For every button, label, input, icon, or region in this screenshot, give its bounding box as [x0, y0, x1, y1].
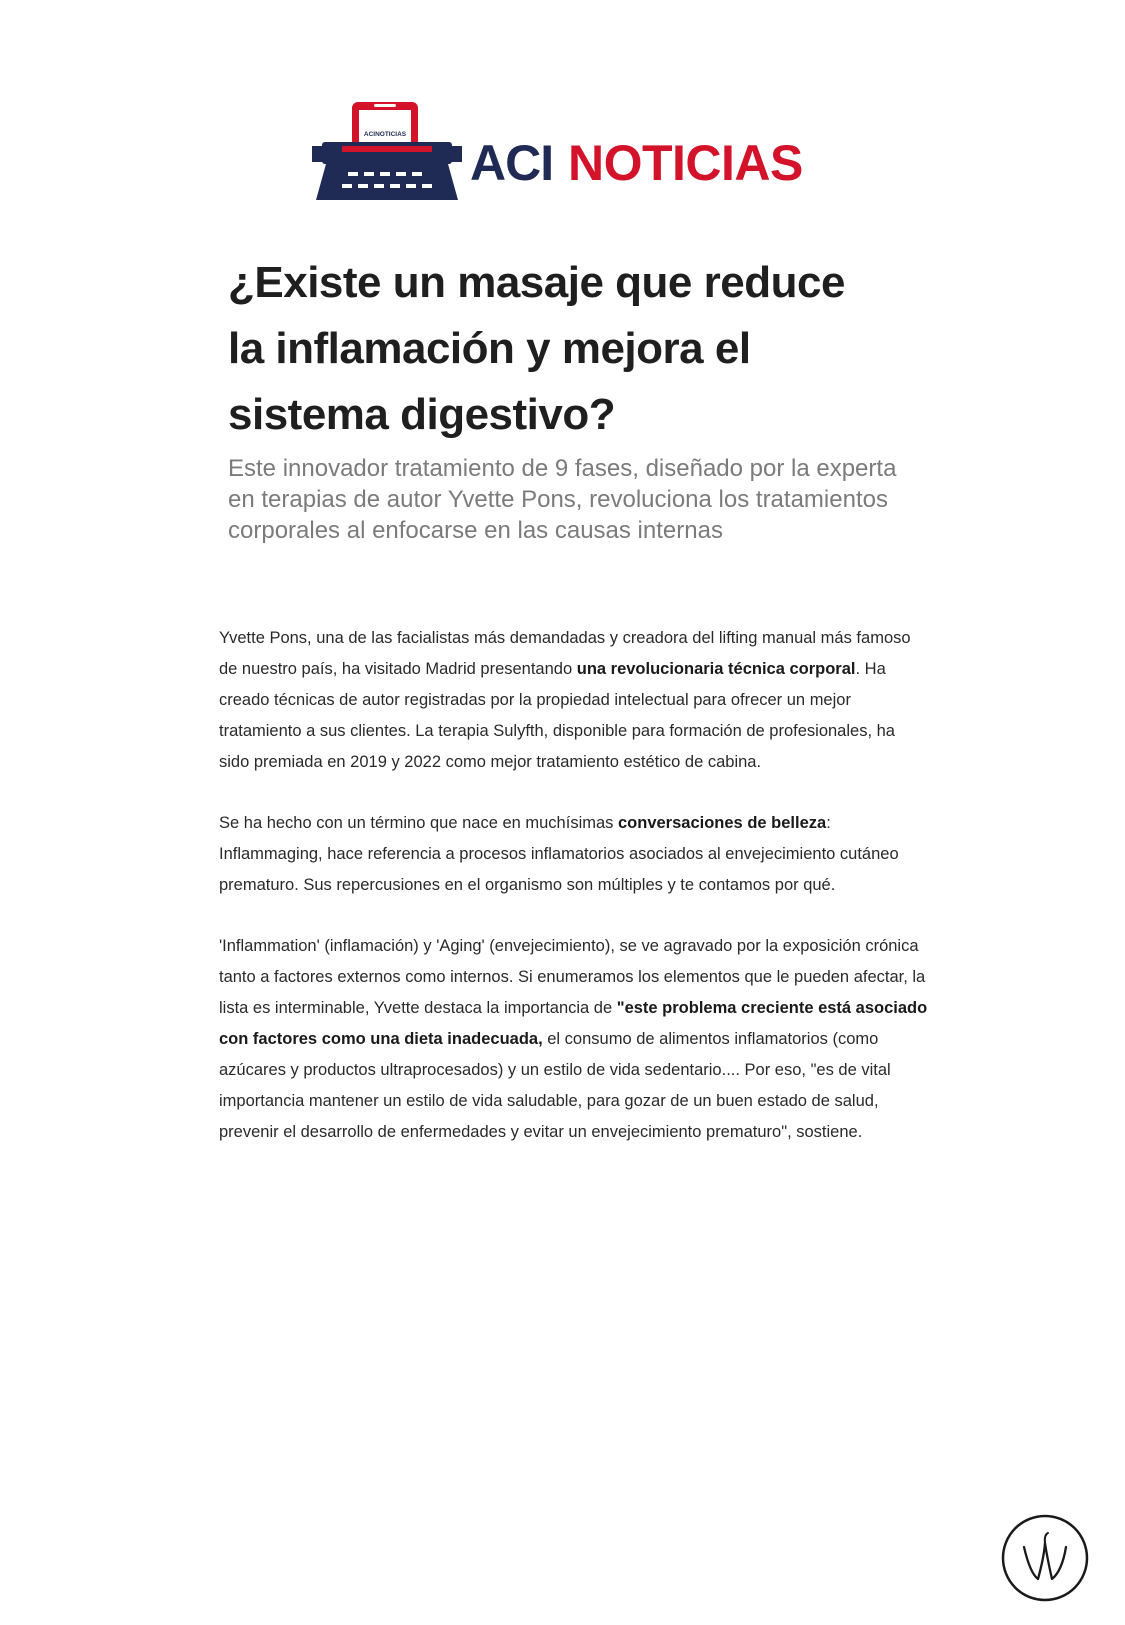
article-subtitle: Este innovador tratamiento de 9 fases, diseñado por la experta en terapias de autor Yvette Pons, revoluciona los tratamientos corporales al enfocarse en las causas internas [228, 455, 897, 544]
headline-line: ¿Existe un masaje que reduce [228, 258, 845, 307]
text: Se ha hecho con un término que nace en muchísimas [219, 814, 618, 832]
bold-text: "este problema creciente está asociado con factores como una dieta inadecuada, [219, 999, 928, 1048]
logo-screen-text: ACINOTICIAS [363, 131, 407, 138]
typewriter-icon [312, 142, 462, 200]
text: . Ha creado técnicas de autor registradas por la propiedad intelectual para ofrecer un mejor tratamiento a sus clientes. La terapia Sulyfth, disponible para formación de profesionales, ha sido premiada en 2019 y 2022 como mejor tratamiento estético de cabina. [219, 660, 895, 771]
logo-aci: ACI [470, 135, 554, 191]
headline-line: sistema digestivo? [228, 390, 616, 439]
article-body [219, 623, 929, 1178]
bold-text: conversaciones de belleza [618, 814, 827, 832]
headline-line: la inflamación y mejora el [228, 324, 751, 373]
article-headline [228, 250, 908, 448]
paragraph-2 [219, 808, 929, 901]
paragraph-1 [219, 623, 929, 778]
text: Yvette Pons, una de las facialistas más demandadas y creadora del lifting manual más famoso de nuestro país, ha visitado Madrid presentando [219, 629, 911, 678]
logo-noticias: NOTICIAS [568, 135, 803, 191]
w-monogram-icon [1000, 1513, 1090, 1603]
bold-text: una revolucionaria técnica corporal [576, 660, 856, 678]
text: : Inflammaging, hace referencia a procesos inflamatorios asociados al envejecimiento cutáneo prematuro. Sus repercusiones en el organismo son múltiples y te contamos por qué. [219, 814, 899, 894]
text: 'Inflammation' (inflamación) y 'Aging' (envejecimiento), se ve agravado por la exposición crónica tanto a factores externos como internos. Si enumeramos los elementos que le pueden afectar, la lista es interminable, Yvette destaca la importancia de [219, 937, 926, 1017]
text: el consumo de alimentos inflamatorios (como azúcares y productos ultraprocesados) y un estilo de vida sedentario.... Por eso, "es de vital importancia mantener un estilo de vida saludable, para gozar de un buen estado de salud, prevenir el desarrollo de enfermedades y evitar un envejecimiento prematuro", sostiene. [219, 1030, 891, 1141]
site-logo[interactable] [312, 100, 832, 206]
paragraph-3 [219, 931, 929, 1148]
